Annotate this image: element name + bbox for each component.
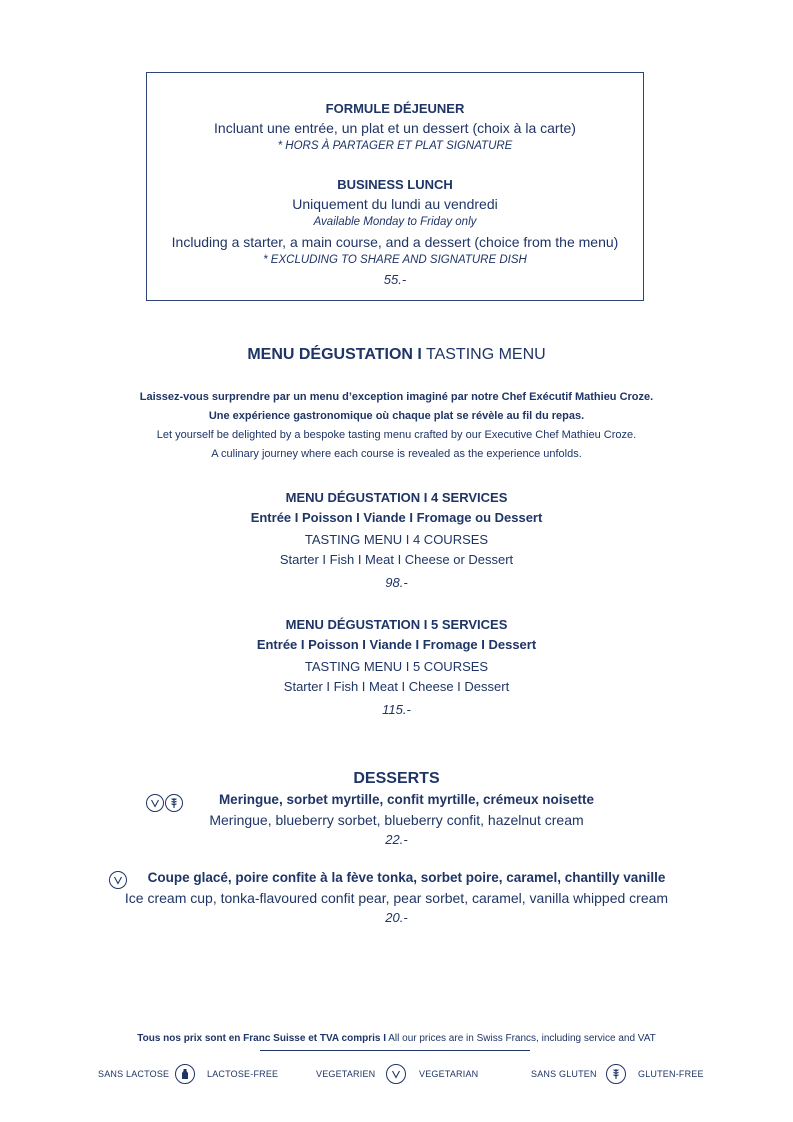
- dessert-1-price: 22.-: [385, 832, 408, 847]
- legend-gluten-en: GLUTEN-FREE: [638, 1069, 704, 1079]
- vegetarian-icon: [386, 1064, 406, 1084]
- menu5-title-fr: MENU DÉGUSTATION I 5 SERVICES: [285, 617, 508, 632]
- menu5-title-en: TASTING MENU I 5 COURSES: [304, 659, 489, 674]
- gluten-free-icon: [606, 1064, 626, 1084]
- dessert-2-name-en: Ice cream cup, tonka-flavoured confit pear, pear sorbet, caramel, vanilla whipped cream: [124, 890, 669, 906]
- menu4-price: 98.-: [385, 575, 408, 590]
- menu5-courses-en: Starter I Fish I Meat I Cheese I Dessert: [283, 679, 510, 694]
- lunch-price: 55.-: [383, 272, 407, 287]
- tasting-intro-fr-2: Une expérience gastronomique où chaque plat se révèle au fil du repas.: [208, 410, 585, 422]
- legend-veg-fr: VEGETARIEN: [316, 1069, 376, 1079]
- lunch-title-fr: FORMULE DÉJEUNER: [325, 101, 465, 116]
- legend-lactose-en: LACTOSE-FREE: [207, 1069, 279, 1079]
- footer-divider: [260, 1050, 530, 1051]
- tasting-intro-fr-1: Laissez-vous surprendre par un menu d’exception imaginé par notre Chef Exécutif Mathieu Croze.: [139, 391, 654, 403]
- footer-prices-en: All our prices are in Swiss Francs, including service and VAT: [388, 1033, 656, 1044]
- menu5-courses-fr: Entrée I Poisson I Viande I Fromage I Dessert: [256, 637, 537, 652]
- lunch-title-en: BUSINESS LUNCH: [337, 177, 453, 192]
- tasting-heading-en: TASTING MENU: [425, 346, 546, 363]
- lunch-note-en: * EXCLUDING TO SHARE AND SIGNATURE DISH: [263, 254, 527, 266]
- footer-prices-fr: Tous nos prix sont en Franc Suisse et TVA compris I: [137, 1033, 386, 1044]
- dessert-2-price: 20.-: [385, 910, 408, 925]
- tasting-intro-en-1: Let yourself be delighted by a bespoke tasting menu crafted by our Executive Chef Mathieu Croze.: [156, 429, 637, 441]
- dessert-1-name-en: Meringue, blueberry sorbet, blueberry confit, hazelnut cream: [209, 812, 584, 828]
- lunch-description-en: Including a starter, a main course, and a dessert (choice from the menu): [171, 234, 619, 250]
- menu5-price: 115.-: [382, 702, 411, 717]
- tasting-heading-fr: MENU DÉGUSTATION I: [247, 346, 422, 363]
- lunch-days-en: Available Monday to Friday only: [313, 216, 477, 228]
- menu4-title-fr: MENU DÉGUSTATION I 4 SERVICES: [285, 490, 508, 505]
- legend-gluten-fr: SANS GLUTEN: [531, 1069, 597, 1079]
- lunch-note-fr: * HORS À PARTAGER ET PLAT SIGNATURE: [277, 140, 513, 152]
- menu4-courses-en: Starter I Fish I Meat I Cheese or Dessert: [279, 552, 514, 567]
- desserts-heading: DESSERTS: [353, 770, 440, 787]
- lunch-days-fr: Uniquement du lundi au vendredi: [292, 196, 498, 212]
- tasting-intro-en-2: A culinary journey where each course is revealed as the experience unfolds.: [211, 448, 582, 460]
- dessert-1-name-fr: Meringue, sorbet myrtille, confit myrtille, crémeux noisette: [218, 792, 595, 807]
- legend-veg-en: VEGETARIAN: [419, 1069, 479, 1079]
- dessert-2-name-fr: Coupe glacé, poire confite à la fève tonka, sorbet poire, caramel, chantilly vanille: [147, 870, 666, 885]
- menu4-title-en: TASTING MENU I 4 COURSES: [304, 532, 489, 547]
- tasting-heading: [0, 346, 793, 364]
- footer-prices: [0, 1033, 793, 1044]
- lactose-free-icon: [175, 1064, 195, 1084]
- lunch-description-fr: Incluant une entrée, un plat et un dessert (choix à la carte): [214, 120, 576, 136]
- business-lunch-box: [146, 72, 644, 301]
- menu4-courses-fr: Entrée I Poisson I Viande I Fromage ou Dessert: [250, 510, 543, 525]
- legend-lactose-fr: SANS LACTOSE: [98, 1069, 170, 1079]
